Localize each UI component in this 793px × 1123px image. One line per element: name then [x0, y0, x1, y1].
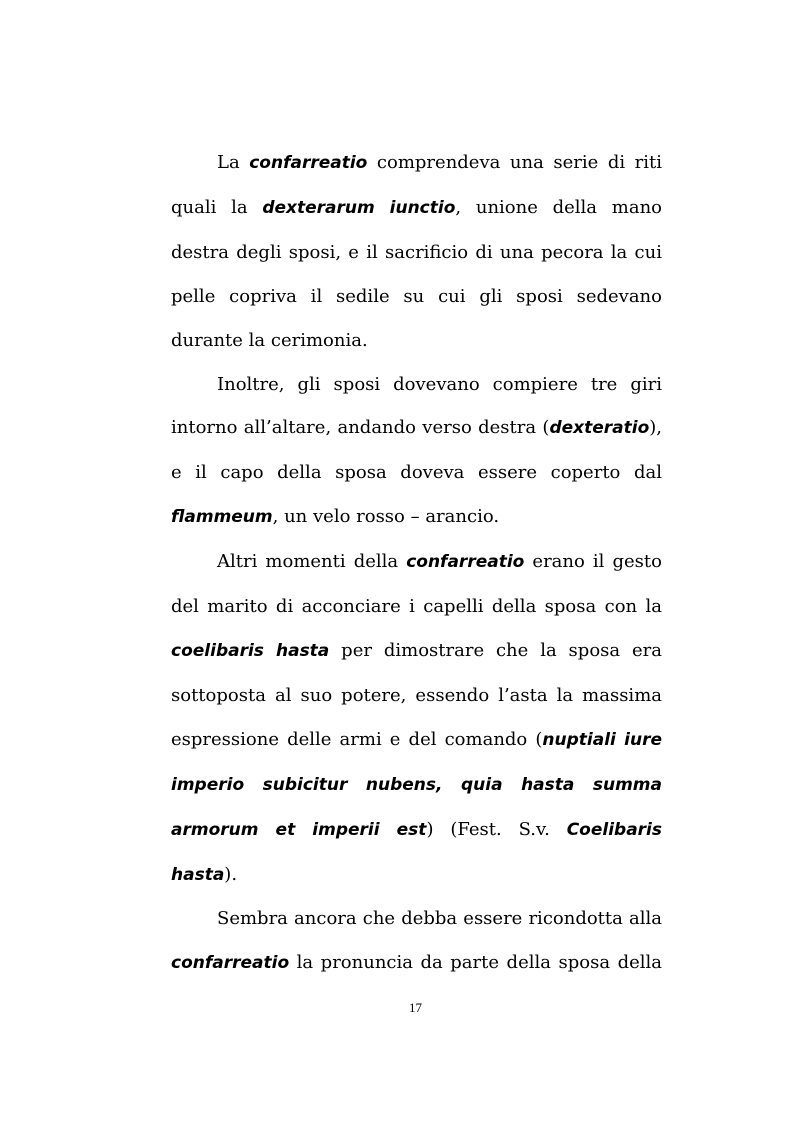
emphasized-latin-term: coelibaris hasta [171, 640, 330, 661]
text-run: ). [224, 863, 238, 885]
emphasized-latin-term: Coelibaris hasta [171, 819, 662, 885]
emphasized-latin-term: dexteratio [549, 418, 650, 439]
text-run: ), e il capo della sposa doveva essere coperto dal [171, 417, 662, 484]
paragraph-giri-altare [171, 363, 662, 541]
text-run: , unione della mano destra degli sposi, e il sacrificio di una pecora la cui pelle copriva il sedile su cui gli sposi sedevano durante la cerimonia. [171, 196, 662, 351]
paragraph-confarreatio-riti [171, 141, 662, 363]
text-run: ) (Fest. S.v. [426, 818, 567, 840]
emphasized-latin-term: confarreatio [406, 552, 525, 573]
page-number: 17 [409, 1000, 422, 1015]
paragraph-coelibaris-hasta [171, 540, 662, 897]
text-run: Altri momenti della [217, 551, 407, 573]
paragraph-pronuncia-sposa [171, 897, 662, 986]
emphasized-latin-term: flammeum [171, 507, 273, 528]
text-run: Inoltre, gli sposi dovevano compiere tre giri intorno all’altare, andando verso destra ( [171, 373, 662, 439]
emphasized-latin-term: confarreatio [249, 153, 368, 173]
text-run: comprendeva una serie di riti quali la [171, 152, 662, 218]
text-run: erano il gesto del marito di acconciare i capelli della sposa con la [171, 551, 662, 618]
text-run: La [217, 152, 250, 173]
emphasized-latin-term: nuptiali iure imperio subicitur nubens, quia hasta summa armorum et imperii est [171, 729, 663, 840]
text-run: Sembra ancora che debba essere ricondotta alla [217, 908, 662, 930]
emphasized-latin-term: dexterarum iunctio [262, 197, 456, 218]
emphasized-latin-term: confarreatio [171, 953, 290, 974]
text-run: per dimostrare che la sposa era sottoposta al suo potere, essendo l’asta la massima espressione delle armi e del comando ( [171, 639, 663, 750]
body-text [171, 141, 662, 986]
text-run: la pronuncia da parte della sposa della [289, 952, 662, 974]
text-run: , un velo rosso – arancio. [272, 506, 500, 528]
